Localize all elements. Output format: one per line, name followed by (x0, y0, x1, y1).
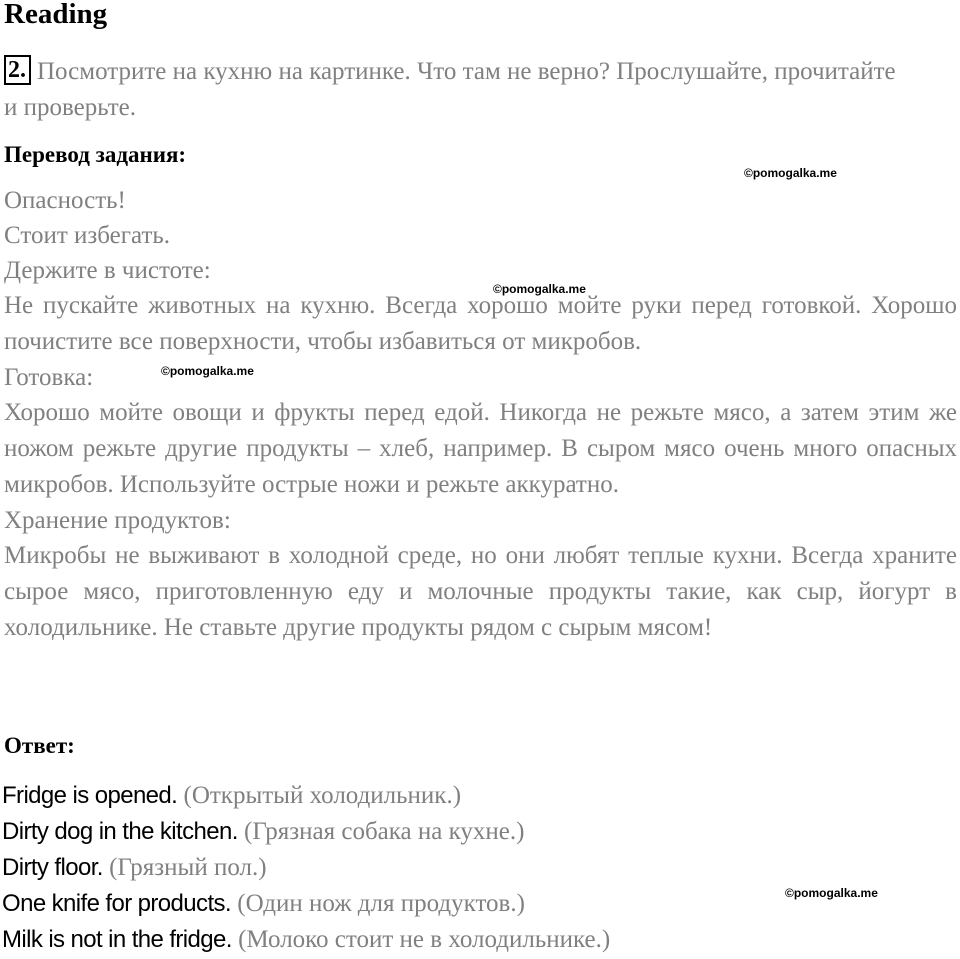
answer-english: One knife for products. (2, 890, 231, 917)
translation-block (4, 183, 957, 646)
section-title: Reading (4, 0, 108, 30)
answer-english: Fridge is opened. (2, 782, 178, 809)
answer-list (2, 778, 952, 958)
translation-paragraph: Не пускайте животных на кухню. Всегда хорошо мойте руки перед готовкой. Хорошо почистите все поверхности, чтобы избавиться от микробов. (4, 292, 957, 355)
answer-russian: (Открытый холодильник.) (183, 782, 462, 809)
task-text: Посмотрите на кухню на картинке. Что там не верно? Прослушайте, прочитайте и проверьте. (4, 58, 896, 121)
answer-russian: (Грязная собака на кухне.) (244, 818, 525, 845)
translation-line: Стоит избегать. (4, 222, 171, 249)
watermark: ©pomogalka.me (785, 886, 878, 900)
task-block (4, 54, 904, 126)
answer-item (2, 922, 952, 958)
answer-item (2, 814, 952, 850)
watermark: ©pomogalka.me (744, 166, 837, 180)
answer-russian: (Грязный пол.) (109, 854, 267, 881)
translation-paragraph: Микробы не выживают в холодной среде, но они любят теплые кухни. Всегда храните сырое мясо, приготовленную еду и молочные продукты такие, как сыр, йогурт в холодильнике. Не ставьте другие продукты рядом с сырым мясом! (4, 542, 957, 641)
answer-russian: (Молоко стоит не в холодильнике.) (238, 926, 611, 953)
translation-line: Готовка: (4, 364, 94, 391)
watermark: ©pomogalka.me (493, 282, 586, 296)
task-number: 2. (4, 55, 31, 85)
answer-english: Dirty dog in the kitchen. (2, 818, 238, 845)
translation-line: Держите в чистоте: (4, 257, 211, 284)
translation-line: Опасность! (4, 187, 126, 214)
answer-english: Milk is not in the fridge. (2, 926, 232, 953)
answer-item (2, 778, 952, 814)
translation-heading: Перевод задания: (4, 142, 187, 167)
answer-russian: (Один нож для продуктов.) (237, 890, 525, 917)
answer-item (2, 850, 952, 886)
answer-english: Dirty floor. (2, 854, 103, 881)
watermark: ©pomogalka.me (161, 364, 254, 378)
answer-heading: Ответ: (4, 733, 75, 758)
translation-paragraph: Хорошо мойте овощи и фрукты перед едой. Никогда не режьте мясо, а затем этим же ножом режьте другие продукты – хлеб, например. В сыром мясо очень много опасных микробов. Используйте острые ножи и режьте аккуратно. (4, 399, 957, 498)
translation-line: Хранение продуктов: (4, 507, 231, 534)
